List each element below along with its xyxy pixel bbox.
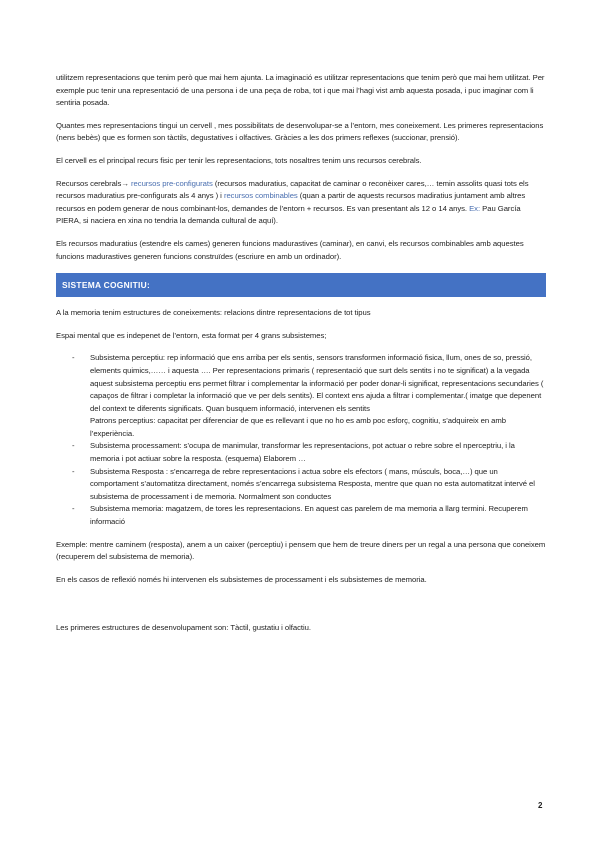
- highlight-example: Ex:: [469, 203, 481, 213]
- list-item-extra: Patrons perceptius: capacitat per diferenciar de que es rellevant i que no ho es amb poc esforç, cognitiu, s’adquireix en amb l’experiència.: [90, 416, 506, 438]
- list-item-text: Subsistema perceptiu: rep informació que ens arriba per els sentis, sensors transformen informació fisica, llum, ones de so, pressió, elements quimics,…… i aquesta …. Per representacions primaris ( representació que surt dels sentits i no te significat) a la vegada aquest subsistema perceptiu ens permet filtrar i complementar la informació per poder donar-li significat, representacions secundaries ( capaços de filtrar i completar la informació que ve per dels sentits). El context ens ajuda a filtrar i complementar.( imatge que depenent del context te diferents significats. Quan busquem informació, intervenen els sentits: [90, 353, 544, 413]
- text-run: Pau García PIERA, si naciera en xina no tendria la demanda cultural de aquí).: [56, 203, 521, 226]
- list-item: [56, 466, 546, 504]
- paragraph-maturational: Els recursos maduratius (estendre els cames) generen funcions madurastives (caminar), en canvi, els recursos combinables amb aquestes funcions madurastives generen funcions construïdes (escriure en amb un ordinador).: [56, 238, 524, 261]
- page-content: [56, 72, 546, 645]
- highlight-combinable: recursos combinables: [223, 191, 298, 201]
- text-run: (recursos maduratius, capacitat de caminar o reconèixer cares,… temin assolits quasi tots els recursos maduratius pre-configurats als 4 anys ) i: [56, 178, 529, 201]
- paragraph-representations: Quantes mes representacions tingui un cervell , mes possibilitats de desenvolupar-se a l’entorn, mes coneixement. Les primeres representacions (nens bebès) que es formen son tàctils, degustatives i olfactives. Gràcies a les dos primers reflexes (succionar, prensió).: [56, 120, 544, 143]
- paragraph-first-structures: Les primeres estructures de desenvolupament son: Tàctil, gustatiu i olfactiu.: [56, 623, 311, 633]
- paragraph-memory: A la memoria tenim estructures de coneixements: relacions dintre representacions de tot tipus: [56, 308, 371, 318]
- highlight-preconfigured: recursos pre-configurats: [131, 178, 213, 188]
- list-item-text: Subsistema memoria: magatzem, de tores les representacions. En aquest cas parelem de ma memoria a llarg termini. Recuperem informació: [90, 504, 528, 527]
- paragraph-example: Exemple: mentre caminem (resposta), anem a un caixer (perceptiu) i pensem que hem de treure diners per un regal a una persona que coneixem (recuperem del subsistema de memoria).: [56, 539, 546, 562]
- list-item: [56, 440, 546, 465]
- page-number: 2: [538, 801, 543, 810]
- list-dash: -: [72, 466, 75, 476]
- section-heading-cognitive-system: SISTEMA COGNITIU:: [56, 273, 546, 297]
- paragraph-imagination: utilitzem representacions que tenim però que mai hem ajunta. La imaginació es utilitzar representacions que tenim però que mai hem utilitzat. Per exemple puc tenir una representació de una persona i de una peça de roba, tot i que mai l’hagi vist amb aquesta posada, i puc imaginar com li sentiria posada.: [56, 73, 545, 108]
- list-item-text: Subsistema Resposta : s’encarrega de rebre representacions i actua sobre els efectors ( mans, músculs, boca,…) que un comportament s’automatitza directament, només s’encarrega subsistema Resposta, mentre que quan no esta automatitzat intervé el subsistema de processament i de memoria. Normalment son conductes: [90, 466, 535, 501]
- subsystem-list: [56, 352, 546, 528]
- list-dash: -: [72, 353, 75, 363]
- list-dash: -: [72, 504, 75, 514]
- list-item-text: Subsistema processament: s’ocupa de manimular, transformar les representacions, pot actuar o rebre sobre el nperceptriu, i la memoria i pot actiuar sobre la resposta. (esquema) Elaborem …: [90, 441, 515, 464]
- paragraph-brain-resources: [56, 178, 546, 228]
- paragraph-reflection: En els casos de reflexió només hi intervenen els subsistemes de processament i els subsistemes de memoria.: [56, 574, 427, 584]
- list-dash: -: [72, 441, 75, 451]
- paragraph-brain: El cervell es el principal recurs fisic per tenir les representacions, tots nosaltres tenim uns recursos cerebrals.: [56, 155, 422, 165]
- list-item: [56, 503, 546, 528]
- list-item: [56, 352, 546, 440]
- spacer: [56, 596, 546, 622]
- text-run: Recursos cerebrals→: [56, 178, 132, 188]
- paragraph-mental-space: Espai mental que es indepenet de l’entorn, esta format per 4 grans subsistemes;: [56, 330, 327, 340]
- text-run: (quan a partir de aquests recursos madiratius juntament amb altres recursos en podem generar de nous combinant-los, demandes de l’entorn + recursos. Es van presentant als 12 o 14 anys.: [56, 191, 526, 213]
